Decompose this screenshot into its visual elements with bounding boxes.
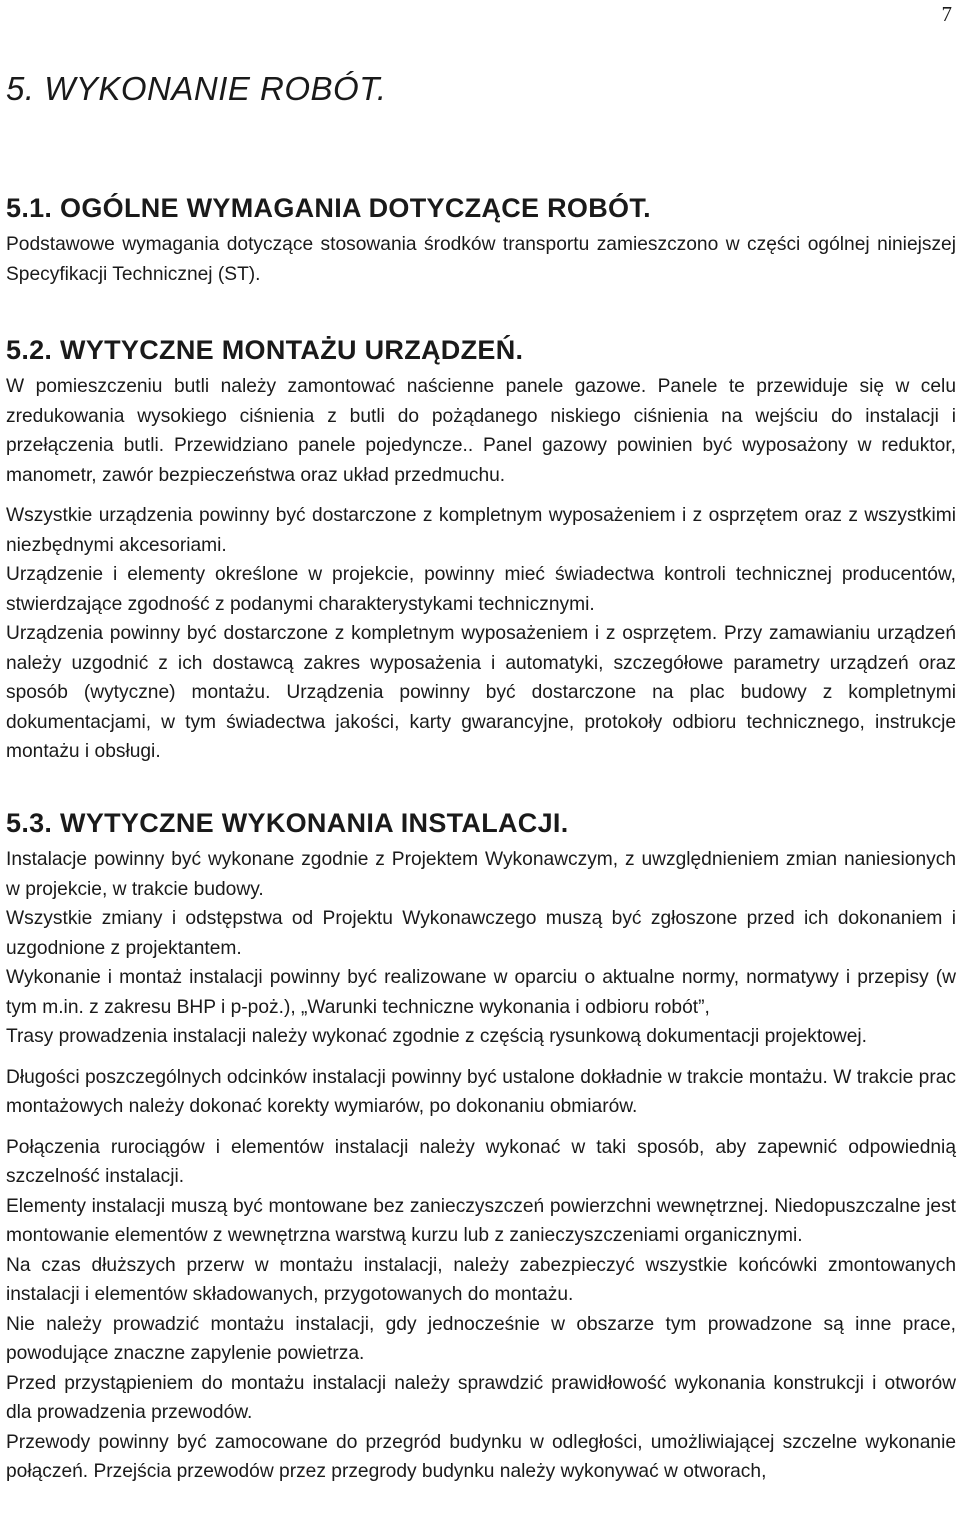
section-heading: 5.3. WYTYCZNE WYKONANIA INSTALACJI. [6,808,569,838]
paragraph: W pomieszczeniu butli należy zamontować naścienne panele gazowe. Panele te przewiduje się w celu zredukowania wysokiego ciśnienia z butli do pożądanego niskiego ciśnienia na wejściu do instalacji i przełączenia butli. Przewidziano panele pojedyncze.. Panel gazowy powinien być wyposażony w reduktor, manometr, zawór bezpieczeństwa oraz układ przedmuchu. [6,376,956,486]
section-device-installation-guidelines [6,335,956,767]
paragraph: Trasy prowadzenia instalacji należy wykonać zgodnie z częścią rysunkową dokumentacji projektowej. [6,1026,868,1047]
main-title: 5. WYKONANIE ROBÓT. [6,70,387,107]
section-heading: 5.1. OGÓLNE WYMAGANIA DOTYCZĄCE ROBÓT. [6,193,651,223]
paragraph: Podstawowe wymagania dotyczące stosowania środków transportu zamieszczono w części ogólnej niniejszej Specyfikacji Technicznej (ST). [6,234,956,285]
page-number: 7 [941,2,952,26]
section-heading: 5.2. WYTYCZNE MONTAŻU URZĄDZEŃ. [6,335,524,365]
section-general-requirements [6,193,956,289]
paragraph: Wykonanie i montaż instalacji powinny być realizowane w oparciu o aktualne normy, normatywy i przepisy (w tym m.in. z zakresu BHP i p-poż.), „Warunki techniczne wykonania i odbioru robót”, [6,967,956,1018]
paragraph: Urządzenie i elementy określone w projekcie, powinny mieć świadectwa kontroli technicznej producentów, stwierdzające zgodność z podanymi charakterystykami technicznymi. [6,564,956,615]
paragraph: Na czas dłuższych przerw w montażu instalacji, należy zabezpieczyć wszystkie końcówki zmontowanych instalacji i elementów składowanych, przygotowanych do montażu. [6,1254,956,1305]
paragraph: Elementy instalacji muszą być montowane bez zanieczyszczeń powierzchni wewnętrznej. Niedopuszczalne jest montowanie elementów z wewnętrzna warstwą kurzu lub z zanieczyszczeniami organicznymi. [6,1195,956,1246]
paragraph: Wszystkie urządzenia powinny być dostarczone z kompletnym wyposażeniem i z osprzętem oraz z wszystkimi niezbędnymi akcesoriami. [6,505,956,556]
paragraph: Nie należy prowadzić montażu instalacji, gdy jednocześnie w obszarze tym prowadzone są inne prace, powodujące znaczne zapylenie powietrza. [6,1313,956,1364]
paragraph: Instalacje powinny być wykonane zgodnie z Projektem Wykonawczym, z uwzględnieniem zmian naniesionych w projekcie, w trakcie budowy. [6,849,956,900]
paragraph: Przewody powinny być zamocowane do przegród budynku w odległości, umożliwiającej szczelne wykonanie połączeń. Przejścia przewodów przez przegrody budynku należy wykonywać w otworach, [6,1431,956,1482]
paragraph: Wszystkie zmiany i odstępstwa od Projektu Wykonawczego muszą być zgłoszone przed ich dokonaniem i uzgodnione z projektantem. [6,908,956,959]
section-installation-execution-guidelines [6,808,956,1487]
paragraph: Przed przystąpieniem do montażu instalacji należy sprawdzić prawidłowość wykonania konstrukcji i otworów dla prowadzenia przewodów. [6,1372,956,1423]
paragraph: Połączenia rurociągów i elementów instalacji należy wykonać w taki sposób, aby zapewnić odpowiednią szczelność instalacji. [6,1136,956,1187]
paragraph: Urządzenia powinny być dostarczone z kompletnym wyposażeniem i z osprzętem. Przy zamawianiu urządzeń należy uzgodnić z ich dostawcą zakres wyposażenia i automatyki, szczegółowe parametry urządzeń oraz sposób (wytyczne) montażu. Urządzenia powinny być dostarczone na plac budowy z kompletnymi dokumentacjami, w tym świadectwa jakości, karty gwarancyjne, protokoły odbioru technicznego, instrukcje montażu i obsługi. [6,623,956,762]
paragraph: Długości poszczególnych odcinków instalacji powinny być ustalone dokładnie w trakcie montażu. W trakcie prac montażowych należy dokonać korekty wymiarów, po dokonaniu obmiarów. [6,1066,956,1117]
